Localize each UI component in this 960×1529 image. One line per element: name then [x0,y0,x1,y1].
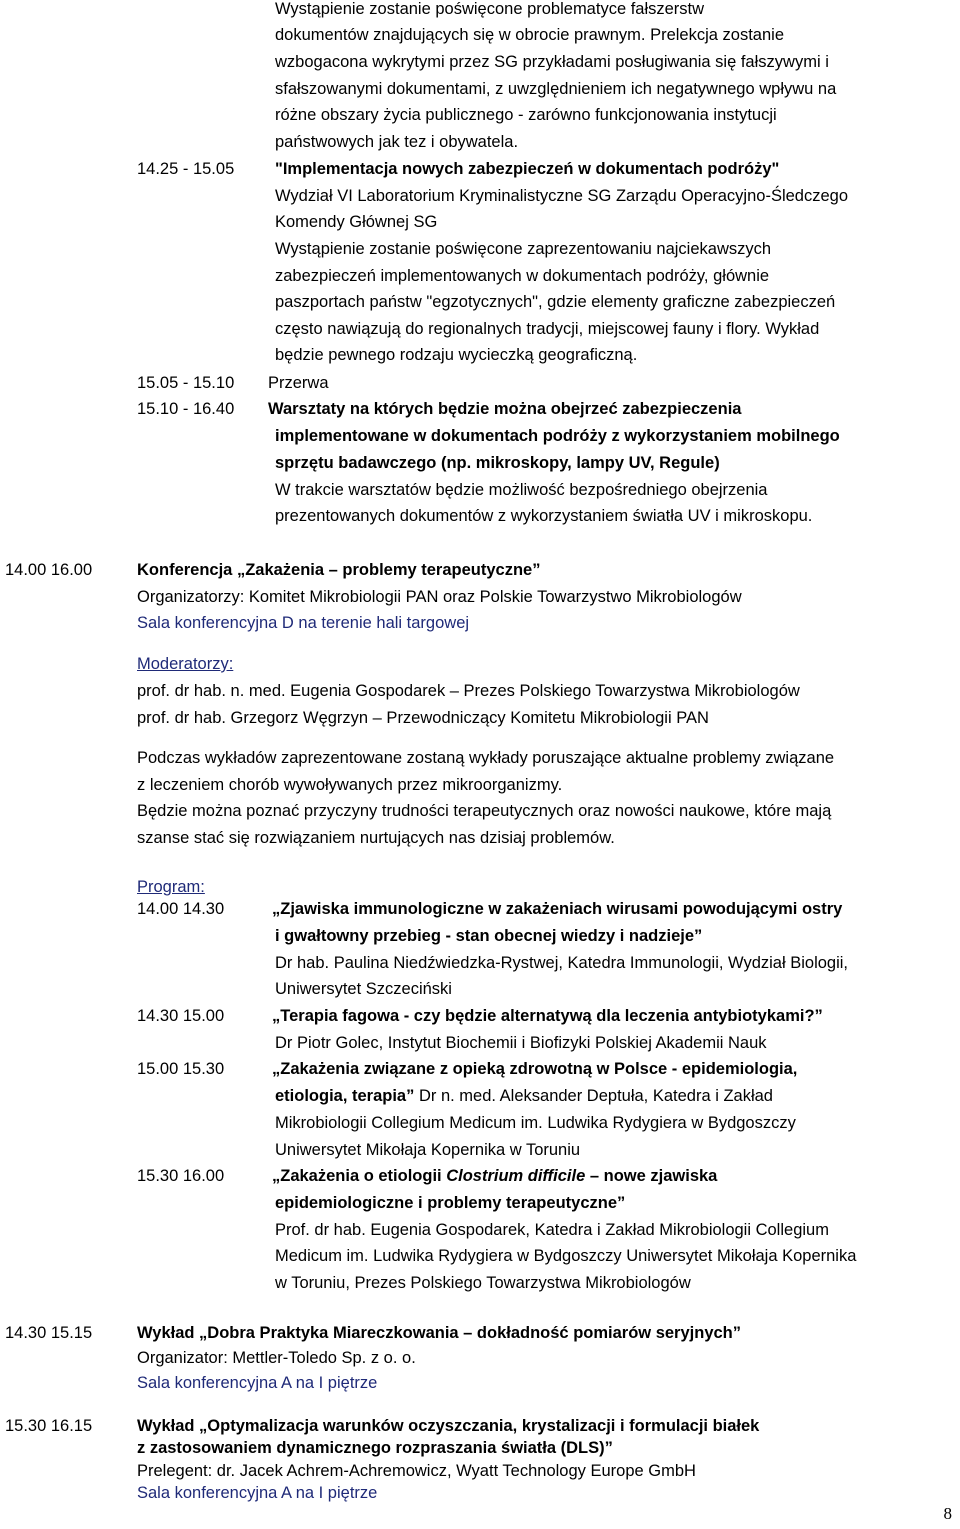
conference-description: z leczeniem chorób wywoływanych przez mikroorganizmy. [137,776,563,794]
program-speaker: Dr n. med. Aleksander Deptuła, Katedra i Zakład [418,1087,773,1105]
conference-description: szanse stać się rozwiązaniem nurtujących nas dzisiaj problemów. [137,829,615,847]
session-text: W trakcie warsztatów będzie możliwość bezpośredniego obejrzenia [275,481,768,499]
program-title-italic: Clostrium difficile [446,1167,586,1185]
session-title: Warsztaty na których będzie można obejrzeć zabezpieczenia [268,400,742,418]
intro-line: dokumentów znajdujących się w obrocie prawnym. Prelekcja zostanie [275,26,784,44]
program-title-line [272,1163,717,1190]
session-time: 14.25 - 15.05 [137,160,235,178]
session-text: będzie pewnego rodzaju wycieczką geograficzną. [275,346,638,364]
conference-time: 14.00 16.00 [5,561,93,579]
session-title: sprzętu badawczego (np. mikroskopy, lampy UV, Regule) [275,454,720,472]
moderators-heading: Moderatorzy: [137,655,234,673]
program-title: „Terapia fagowa - czy będzie alternatywą dla leczenia antybiotykami?” [272,1007,823,1025]
conference-organizers: Organizatorzy: Komitet Mikrobiologii PAN oraz Polskie Towarzystwo Mikrobiologów [137,588,742,606]
program-speaker: w Toruniu, Prezes Polskiego Towarzystwa Mikrobiologów [275,1274,691,1292]
conference-title: Konferencja „Zakażenia – problemy terapeutyczne” [137,561,541,579]
intro-line: różne obszary życia publicznego - zarówno funkcjonowania instytucji [275,106,777,124]
session-title: implementowane w dokumentach podróży z wykorzystaniem mobilnego [275,427,840,445]
program-title: „Zjawiska immunologiczne w zakażeniach wirusami powodującymi ostry [272,900,843,918]
conference-room: Sala konferencyjna D na terenie hali targowej [137,614,470,632]
session-text: prezentowanych dokumentów z wykorzystaniem światła UV i mikroskopu. [275,507,813,525]
lecture-title: Wykład „Optymalizacja warunków oczyszczania, krystalizacji i formulacji białek [137,1417,760,1435]
moderator-item: prof. dr hab. n. med. Eugenia Gospodarek – Prezes Polskiego Towarzystwa Mikrobiologów [137,682,800,700]
lecture-time: 14.30 15.15 [5,1324,93,1342]
lecture-title: Wykład „Dobra Praktyka Miareczkowania – dokładność pomiarów seryjnych” [137,1324,741,1342]
moderator-item: prof. dr hab. Grzegorz Węgrzyn – Przewodniczący Komitetu Mikrobiologii PAN [137,709,709,727]
program-title: i gwałtowny przebieg - stan obecnej wiedzy i nadzieje” [275,927,703,945]
session-time: 15.05 - 15.10 [137,374,235,392]
program-title: – nowe zjawiska [589,1167,718,1185]
lecture-title: z zastosowaniem dynamicznego rozpraszania światła (DLS)” [137,1439,613,1457]
program-time: 15.30 16.00 [137,1167,225,1185]
intro-line: sfałszowanymi dokumentami, z uwzględnieniem ich negatywnego wpływu na [275,80,837,98]
program-speaker: Prof. dr hab. Eugenia Gospodarek, Katedra i Zakład Mikrobiologii Collegium [275,1221,829,1239]
lecture-time: 15.30 16.15 [5,1417,93,1435]
program-speaker: Dr hab. Paulina Niedźwiedzka-Rystwej, Katedra Immunologii, Wydział Biologii, [275,954,849,972]
session-title: "Implementacja nowych zabezpieczeń w dokumentach podróży" [275,160,780,178]
lecture-speaker: Prelegent: dr. Jacek Achrem-Achremowicz, Wyatt Technology Europe GmbH [137,1462,696,1480]
session-time: 15.10 - 16.40 [137,400,235,418]
program-speaker: Dr Piotr Golec, Instytut Biochemii i Biofizyki Polskiej Akademii Nauk [275,1034,767,1052]
page-number: 8 [943,1504,952,1523]
lecture-organizer: Organizator: Mettler-Toledo Sp. z o. o. [137,1349,416,1367]
program-title-line [275,1083,773,1110]
program-time: 14.30 15.00 [137,1007,225,1025]
session-text: paszportach państw "egzotycznych", gdzie elementy graficzne zabezpieczeń [275,293,836,311]
session-text: Komendy Głównej SG [275,213,438,231]
program-heading: Program: [137,878,205,896]
session-text: zabezpieczeń implementowanych w dokumentach podróży, głównie [275,267,770,285]
lecture-room: Sala konferencyjna A na I piętrze [137,1484,378,1502]
session-text: Wydział VI Laboratorium Kryminalistyczne SG Zarządu Operacyjno-Śledczego [275,187,849,205]
intro-line: państwowych jak tez i obywatela. [275,133,519,151]
program-time: 14.00 14.30 [137,900,225,918]
program-title: epidemiologiczne i problemy terapeutyczne” [275,1194,626,1212]
program-title: etiologia, terapia” [275,1087,415,1105]
session-text: często nawiązują do regionalnych tradycji, miejscowej fauny i flory. Wykład [275,320,820,338]
program-time: 15.00 15.30 [137,1060,225,1078]
conference-description: Będzie można poznać przyczyny trudności terapeutycznych oraz nowości naukowe, które mają [137,802,832,820]
intro-line: Wystąpienie zostanie poświęcone problematyce fałszerstw [275,0,705,18]
conference-description: Podczas wykładów zaprezentowane zostaną wykłady poruszające aktualne problemy związane [137,749,835,767]
program-speaker: Uniwersytet Mikołaja Kopernika w Toruniu [275,1141,581,1159]
session-title: Przerwa [268,374,329,392]
lecture-room: Sala konferencyjna A na I piętrze [137,1374,378,1392]
intro-line: wzbogacona wykrytymi przez SG przykładami posługiwania się fałszywymi i [275,53,829,71]
program-speaker: Uniwersytet Szczeciński [275,980,452,998]
session-text: Wystąpienie zostanie poświęcone zaprezentowaniu najciekawszych [275,240,772,258]
program-title: „Zakażenia o etiologii [272,1167,442,1185]
program-speaker: Medicum im. Ludwika Rydygiera w Bydgoszczy Uniwersytet Mikołaja Kopernika [275,1247,857,1265]
program-speaker: Mikrobiologii Collegium Medicum im. Ludwika Rydygiera w Bydgoszczy [275,1114,796,1132]
program-title: „Zakażenia związane z opieką zdrowotną w Polsce - epidemiologia, [272,1060,798,1078]
